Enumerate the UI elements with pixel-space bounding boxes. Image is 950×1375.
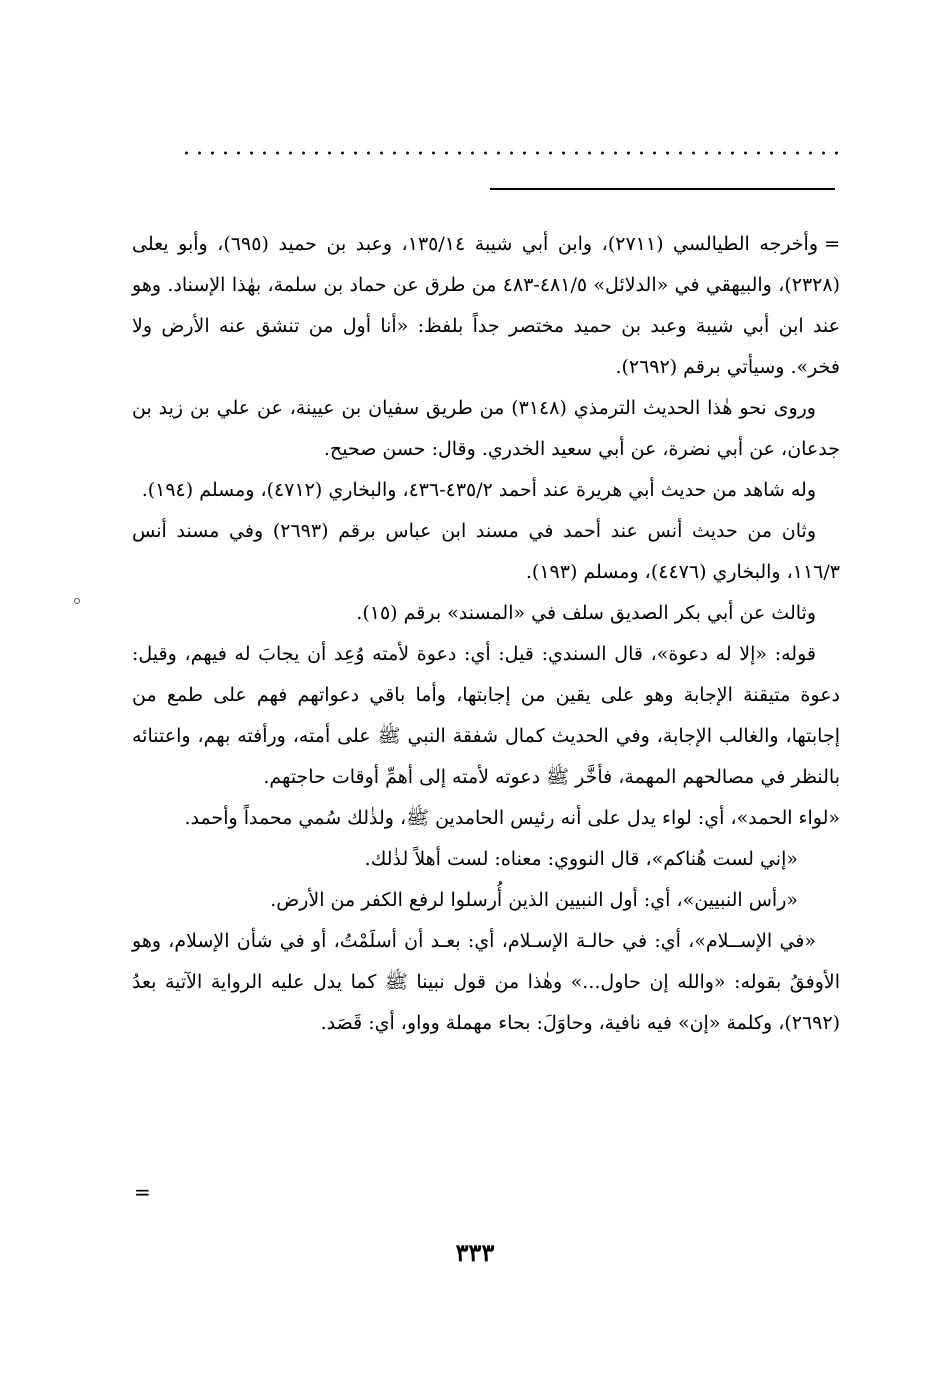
continuation-end-mark: = xyxy=(134,1180,151,1204)
footnote-paragraph-5: وثالث عن أبي بكر الصديق سلف في «المسند» برقم (١٥). xyxy=(356,602,816,624)
continuation-mark: = xyxy=(824,233,841,255)
footnote-paragraph-10: «في الإســلام»، أي: في حالـة الإسـلام، أي: بعـد أن أسلَمْتُ، أو في شأن الإسلام، وهو الأوفقُ بقوله: «والله إن حاول...» وهٰذا من قول نبينا ﷺ كما يدل عليه الرواية الآتية بعدُ (٢٦٩٢)، وكلمة «إن» فيه نافية، وحاوَلَ: بحاء مهملة وواو، أي: قَصَد. xyxy=(132,930,840,1034)
page-number: ٣٣٣ xyxy=(455,1238,495,1267)
margin-speck xyxy=(74,598,80,604)
footnote-rule xyxy=(490,188,835,190)
footnote-paragraph-3: وله شاهد من حديث أبي هريرة عند أحمد ٤٣٥/٢-٤٣٦، والبخاري (٤٧١٢)، ومسلم (١٩٤). xyxy=(141,479,816,501)
footnote-paragraph-8: «إني لست هُناكم»، قال النووي: معناه: لست أهلاً لذٰلك. xyxy=(364,848,798,870)
footnote-paragraph-9: «رأس النبيين»، أي: أول النبيين الذين أُرسلوا لرفع الكفر من الأرض. xyxy=(270,889,798,911)
footnote-paragraph-4: وثان من حديث أنس عند أحمد في مسند ابن عباس برقم (٢٦٩٣) وفي مسند أنس ١١٦/٣، والبخاري (٤٤٧٦)، ومسلم (١٩٣). xyxy=(132,520,840,583)
footnote-paragraph-7: «لواء الحمد»، أي: لواء يدل على أنه رئيس الحامدين ﷺ، ولذٰلك سُمي محمداً وأحمد. xyxy=(184,807,840,829)
footnote-paragraph-2: وروى نحو هٰذا الحديث الترمذي (٣١٤٨) من طريق سفيان بن عيينة، عن علي بن زيد بن جدعان، عن أبي نضرة، عن أبي سعيد الخدري. وقال: حسن صحيح. xyxy=(132,397,840,460)
footnote-paragraph-6: قوله: «إلا له دعوة»، قال السندي: قيل: أي: دعوة لأمته وُعِد أن يجابَ له فيهم، وقيل: دعوة متيقنة الإجابة وهو على يقين من إجابتها، وأما باقي دعواتهم فهم على طمع من إجابتها، والغالب الإجابة، وفي الحديث كمال شفقة النبي ﷺ على أمته، ورأفته بهم، واعتنائه بالنظر في مصالحهم المهمة، فأخَّر ﷺ دعوته لأمته إلى أهمِّ أوقات حاجتهم. xyxy=(132,643,840,788)
dotted-separator xyxy=(180,150,840,156)
footnote-paragraph-1 xyxy=(132,224,840,388)
footnote-body xyxy=(132,224,840,1044)
paragraph-text: وأخرجه الطيالسي (٢٧١١)، وابن أبي شيبة ١٣٥/١٤، وعبد بن حميد (٦٩٥)، وأبو يعلى (٢٣٢٨)، والبيهقي في «الدلائل» ٤٨١/٥-٤٨٣ من طرق عن حماد بن سلمة، بهٰذا الإسناد. وهو عند ابن أبي شيبة وعبد بن حميد مختصر جداً بلفظ: «أنا أول من تنشق عنه الأرض ولا فخر». وسيأتي برقم (٢٦٩٢). xyxy=(132,233,840,378)
